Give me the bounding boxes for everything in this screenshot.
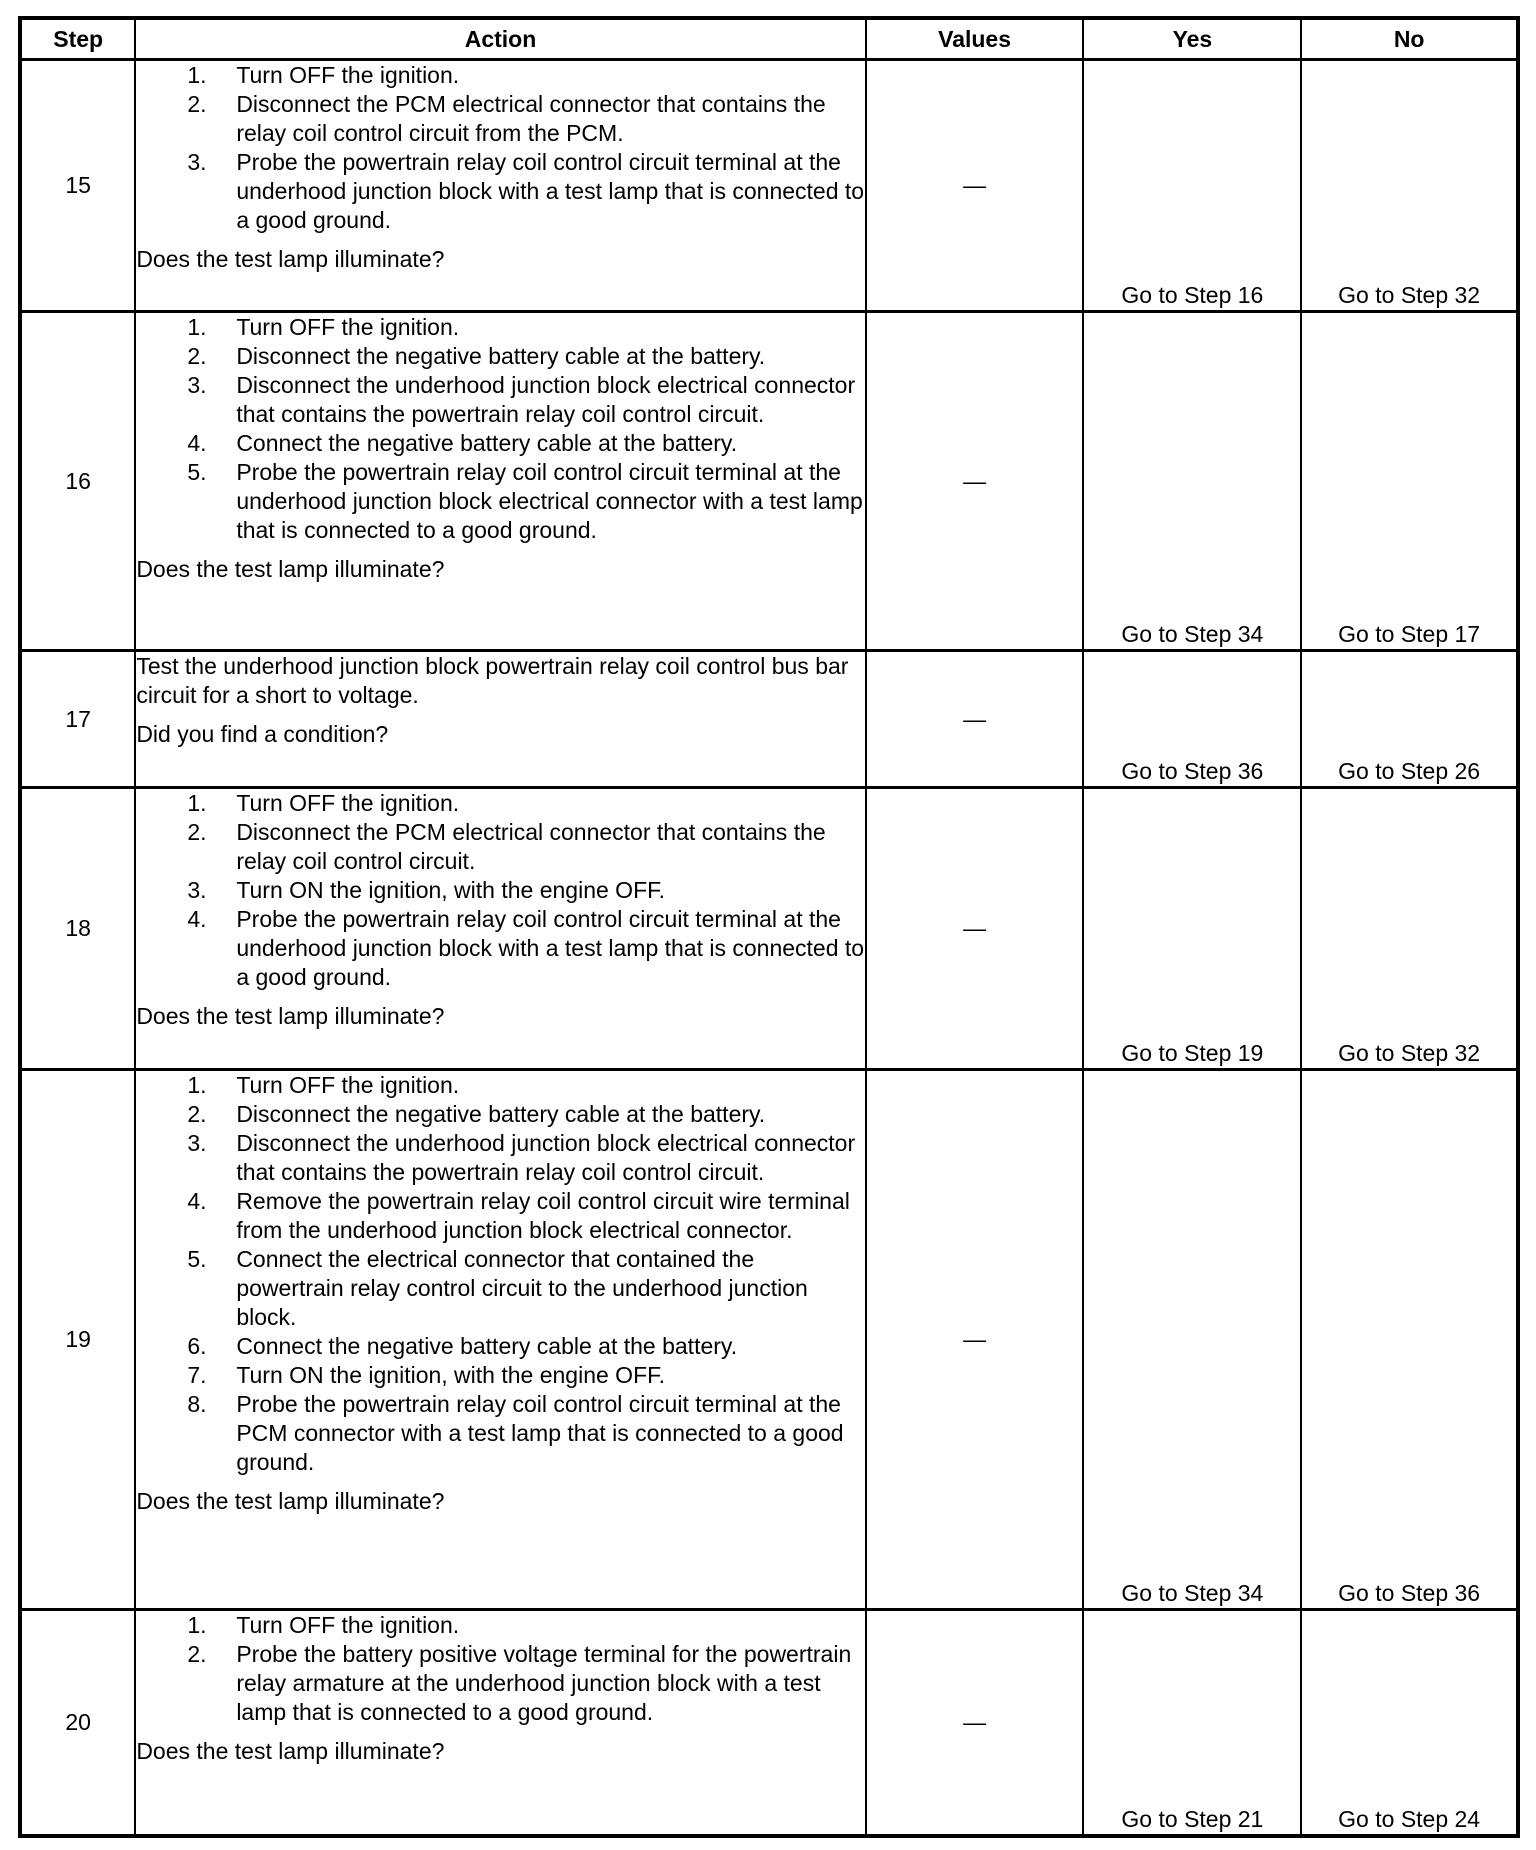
- list-item: 3. Turn ON the ignition, with the engine OFF.: [187, 877, 666, 903]
- action-question: Does the test lamp illuminate?: [136, 1738, 445, 1764]
- action-question: Does the test lamp illuminate?: [136, 1488, 445, 1514]
- action-steps: [136, 789, 864, 992]
- yes-cell: Go to Step 19: [1083, 788, 1301, 1070]
- action-cell: [135, 60, 865, 312]
- values-cell: —: [866, 651, 1084, 788]
- header-no: No: [1301, 18, 1518, 60]
- action-steps: [136, 1071, 864, 1477]
- list-item: 2. Disconnect the negative battery cable at the battery.: [187, 1101, 766, 1127]
- values-cell: —: [866, 312, 1084, 651]
- action-steps: [136, 313, 864, 545]
- table-row: [20, 651, 1518, 788]
- list-item: 6. Connect the negative battery cable at the battery.: [187, 1333, 738, 1359]
- action-question: Does the test lamp illuminate?: [136, 556, 445, 582]
- list-item: 1. Turn OFF the ignition.: [187, 790, 460, 816]
- step-number: 20: [20, 1610, 135, 1836]
- header-yes: Yes: [1083, 18, 1301, 60]
- values-cell: —: [866, 60, 1084, 312]
- action-paragraph: Test the underhood junction block powertrain relay coil control bus bar circuit for a short to voltage.: [136, 653, 849, 708]
- action-cell: [135, 788, 865, 1070]
- no-cell: Go to Step 32: [1301, 788, 1518, 1070]
- list-item: 1. Turn OFF the ignition.: [187, 1072, 460, 1098]
- list-item: 2. Probe the battery positive voltage terminal for the powertrain relay armature at the underhood junction block with a test lamp that is connected to a good ground.: [187, 1641, 852, 1725]
- step-number: 19: [20, 1070, 135, 1610]
- action-question: Does the test lamp illuminate?: [136, 1003, 445, 1029]
- action-question: Did you find a condition?: [136, 721, 389, 747]
- list-item: 1. Turn OFF the ignition.: [187, 62, 460, 88]
- table-row: [20, 1070, 1518, 1610]
- action-steps: [136, 1611, 864, 1727]
- list-item: 7. Turn ON the ignition, with the engine OFF.: [187, 1362, 666, 1388]
- yes-cell: Go to Step 36: [1083, 651, 1301, 788]
- no-cell: Go to Step 36: [1301, 1070, 1518, 1610]
- list-item: 2. Disconnect the negative battery cable at the battery.: [187, 343, 766, 369]
- list-item: 4. Probe the powertrain relay coil control circuit terminal at the underhood junction block with a test lamp that is connected to a good ground.: [187, 906, 865, 990]
- table-row: [20, 788, 1518, 1070]
- list-item: 4. Connect the negative battery cable at the battery.: [187, 430, 738, 456]
- no-cell: Go to Step 32: [1301, 60, 1518, 312]
- yes-cell: Go to Step 34: [1083, 312, 1301, 651]
- header-step: Step: [20, 18, 135, 60]
- list-item: 5. Connect the electrical connector that contained the powertrain relay control circuit to the underhood junction block.: [187, 1246, 808, 1330]
- list-item: 8. Probe the powertrain relay coil control circuit terminal at the PCM connector with a test lamp that is connected to a good ground.: [187, 1391, 844, 1475]
- table-row: [20, 1610, 1518, 1836]
- table-row: [20, 312, 1518, 651]
- list-item: 2. Disconnect the PCM electrical connector that contains the relay coil control circuit from the PCM.: [187, 91, 826, 146]
- action-cell: [135, 1070, 865, 1610]
- list-item: 2. Disconnect the PCM electrical connector that contains the relay coil control circuit.: [187, 819, 826, 874]
- no-cell: Go to Step 17: [1301, 312, 1518, 651]
- values-cell: —: [866, 1610, 1084, 1836]
- action-cell: [135, 1610, 865, 1836]
- list-item: 1. Turn OFF the ignition.: [187, 1612, 460, 1638]
- values-cell: —: [866, 1070, 1084, 1610]
- values-cell: —: [866, 788, 1084, 1070]
- step-number: 15: [20, 60, 135, 312]
- list-item: 5. Probe the powertrain relay coil control circuit terminal at the underhood junction block electrical connector with a test lamp that is connected to a good ground.: [187, 459, 863, 543]
- no-cell: Go to Step 24: [1301, 1610, 1518, 1836]
- list-item: 4. Remove the powertrain relay coil control circuit wire terminal from the underhood junction block electrical connector.: [187, 1188, 850, 1243]
- step-number: 17: [20, 651, 135, 788]
- action-question: Does the test lamp illuminate?: [136, 246, 445, 272]
- list-item: 1. Turn OFF the ignition.: [187, 314, 460, 340]
- yes-cell: Go to Step 16: [1083, 60, 1301, 312]
- action-steps: [136, 61, 864, 235]
- list-item: 3. Disconnect the underhood junction block electrical connector that contains the powertrain relay coil control circuit.: [187, 1130, 856, 1185]
- list-item: 3. Disconnect the underhood junction block electrical connector that contains the powertrain relay coil control circuit.: [187, 372, 856, 427]
- table-row: [20, 60, 1518, 312]
- header-action: Action: [135, 18, 865, 60]
- header-values: Values: [866, 18, 1084, 60]
- step-number: 16: [20, 312, 135, 651]
- list-item: 3. Probe the powertrain relay coil control circuit terminal at the underhood junction block with a test lamp that is connected to a good ground.: [187, 149, 865, 233]
- action-cell: [135, 651, 865, 788]
- yes-cell: Go to Step 34: [1083, 1070, 1301, 1610]
- yes-cell: Go to Step 21: [1083, 1610, 1301, 1836]
- action-cell: [135, 312, 865, 651]
- no-cell: Go to Step 26: [1301, 651, 1518, 788]
- diagnostic-table: [18, 16, 1520, 1838]
- step-number: 18: [20, 788, 135, 1070]
- header-row: [20, 18, 1518, 60]
